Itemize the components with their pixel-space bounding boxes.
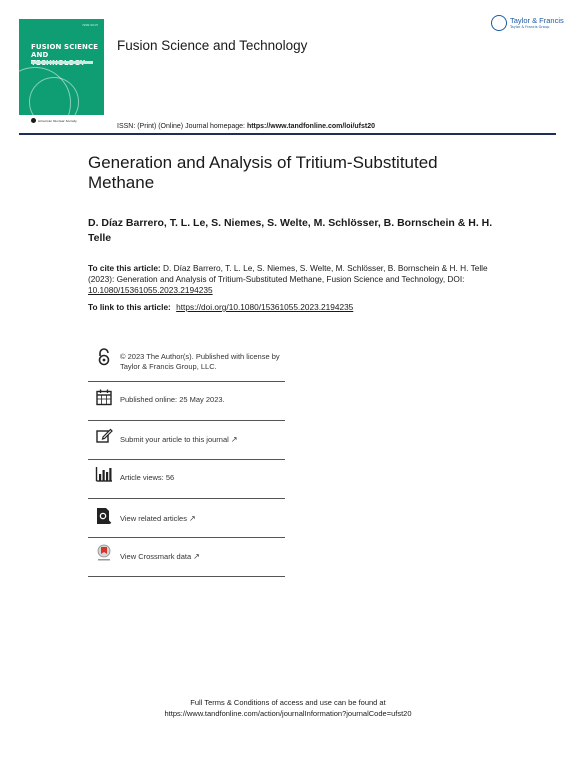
meta-published-text: Published online: 25 May 2023. (120, 395, 225, 404)
crossmark-icon (95, 544, 113, 562)
meta-item-published (88, 382, 285, 421)
footer-line-1: Full Terms & Conditions of access and use can be found at (190, 698, 386, 707)
link-label: To link to this article: (88, 302, 171, 312)
publisher-logo-icon (491, 15, 507, 31)
meta-submit-text[interactable]: Submit your article to this journal ↗ (120, 435, 238, 444)
cite-label: To cite this article: (88, 263, 161, 273)
article-meta-list (88, 343, 285, 577)
cite-doi-link[interactable]: 10.1080/15361055.2023.2194235 (88, 285, 213, 295)
meta-related-text[interactable]: View related articles ↗ (120, 514, 196, 523)
cover-society: American Nuclear Society (31, 118, 77, 123)
publisher-logo[interactable] (491, 15, 564, 31)
issn-text: ISSN: (Print) (Online) Journal homepage: (117, 123, 245, 130)
meta-item-license (88, 343, 285, 382)
article-authors: D. Díaz Barrero, T. L. Le, S. Niemes, S. Welte, M. Schlösser, B. Bornschein & H. H. Telle (88, 217, 493, 244)
terms-footer (0, 697, 576, 719)
footer-terms-link[interactable]: https://www.tandfonline.com/action/journalInformation?journalCode=ufst20 (164, 709, 412, 718)
cover-title: FUSION SCIENCE AND (31, 43, 99, 59)
publisher-logo-text: Taylor & Francis (510, 16, 564, 25)
article-doi-link[interactable]: https://doi.org/10.1080/15361055.2023.2194235 (176, 302, 354, 312)
article-link-block (88, 302, 353, 312)
issn-line (117, 123, 375, 130)
external-link-icon: ↗ (188, 514, 196, 523)
search-document-icon (95, 507, 113, 525)
meta-license-text: © 2023 The Author(s). Published with license by Taylor & Francis Group, LLC. (120, 352, 280, 371)
journal-homepage-link[interactable]: https://www.tandfonline.com/loi/ufst20 (246, 123, 376, 130)
cover-subtitle-bar (31, 61, 93, 64)
meta-item-related[interactable] (88, 499, 285, 538)
meta-crossmark-text[interactable]: View Crossmark data ↗ (120, 552, 200, 561)
society-logo-icon (31, 118, 36, 123)
publisher-logo-subtext: Taylor & Francis Group (510, 25, 550, 29)
cite-text: D. Díaz Barrero, T. L. Le, S. Niemes, S. Welte, M. Schlösser, B. Bornschein & H. H. Telle (2023): Generation and Analysis of Tritium-Substituted Methane, Fusion Science and Technology, DOI: (88, 263, 488, 284)
bar-chart-icon (95, 465, 113, 483)
external-link-icon: ↗ (230, 435, 238, 444)
open-access-icon (95, 348, 113, 366)
cover-issn: ISSN 0015 (82, 23, 98, 27)
meta-item-views (88, 460, 285, 499)
calendar-icon (95, 388, 113, 406)
journal-cover[interactable] (19, 19, 104, 131)
meta-item-crossmark[interactable] (88, 538, 285, 577)
meta-item-submit[interactable] (88, 421, 285, 460)
external-link-icon: ↗ (193, 552, 200, 561)
journal-name: Fusion Science and Technology (117, 38, 308, 53)
header-divider (19, 133, 556, 135)
article-title: Generation and Analysis of Tritium-Substituted Methane (88, 153, 438, 192)
meta-views-text: Article views: 56 (120, 473, 175, 482)
citation-block (88, 263, 498, 296)
edit-icon (95, 427, 113, 445)
